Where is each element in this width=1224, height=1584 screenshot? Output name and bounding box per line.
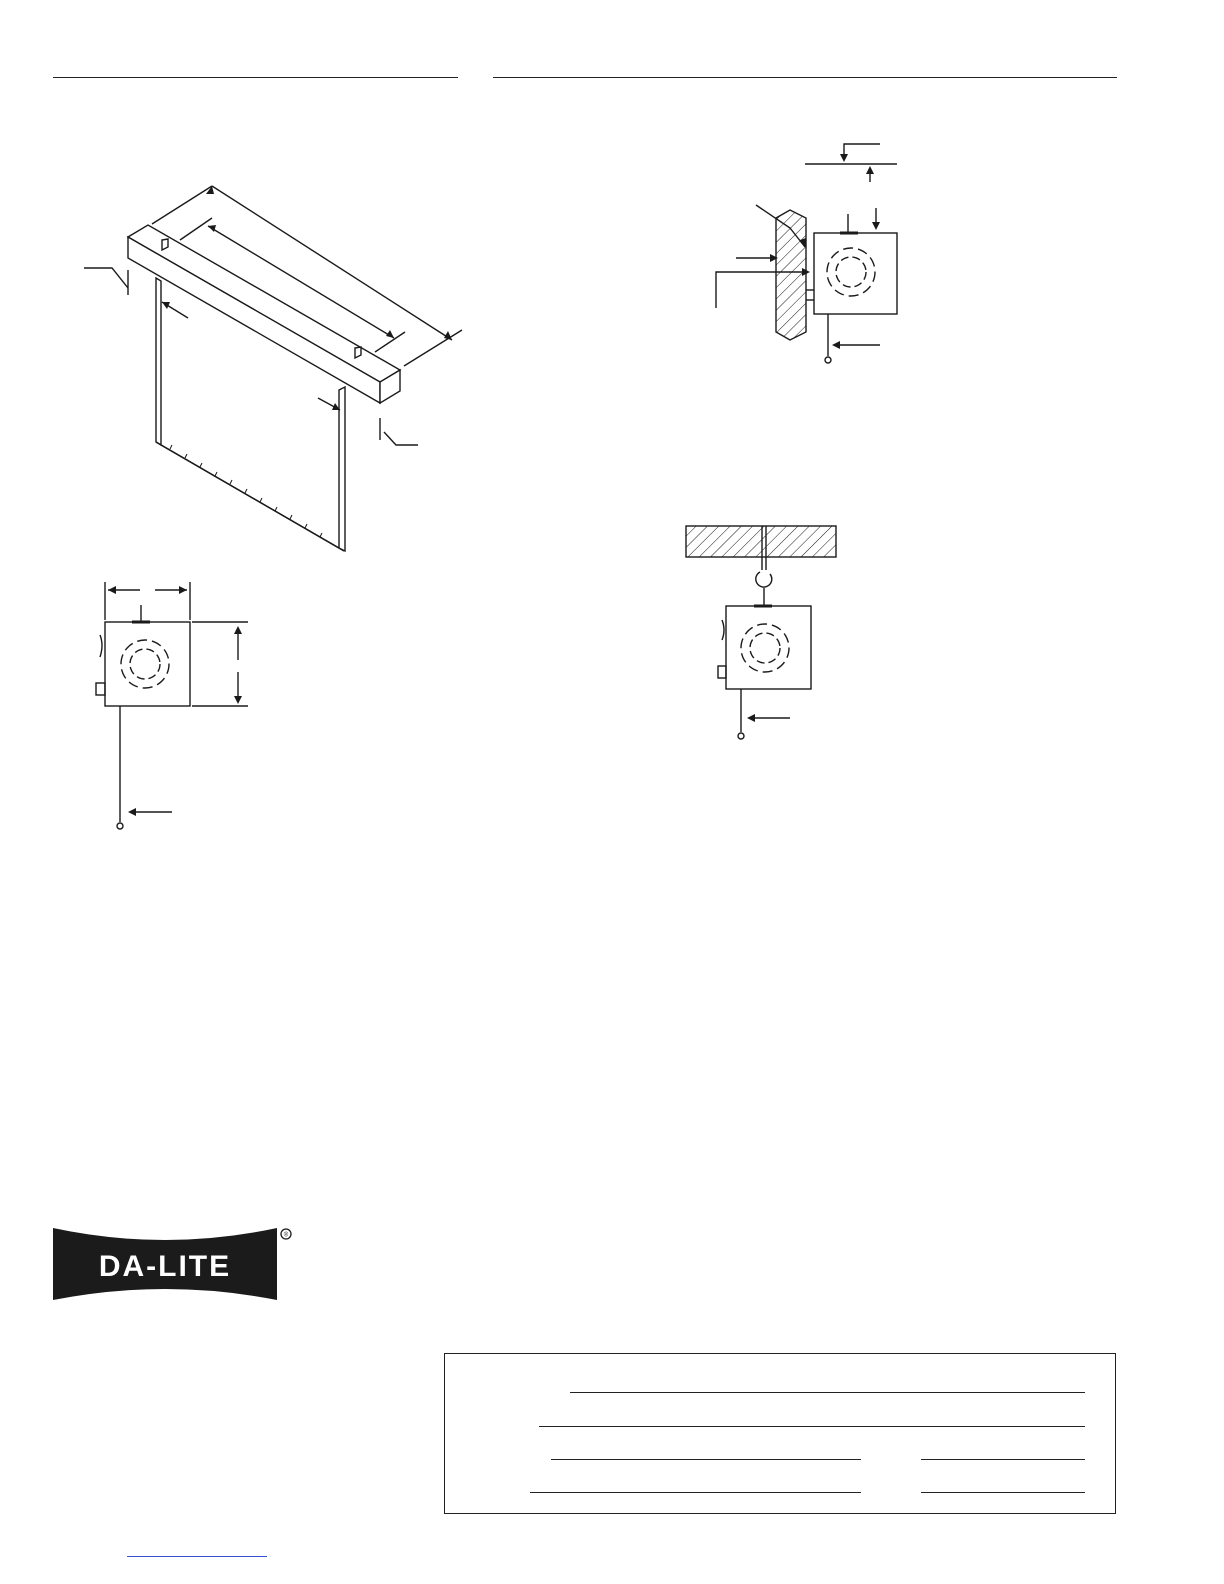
logo-trademark: ® <box>283 1232 289 1239</box>
form-line-1[interactable] <box>570 1392 1085 1393</box>
case-end-view-drawing <box>90 575 260 835</box>
screen-isometric-drawing <box>80 180 480 570</box>
wall-mount-drawing <box>700 130 920 370</box>
form-line-4b[interactable] <box>921 1492 1085 1493</box>
form-line-3b[interactable] <box>921 1459 1085 1460</box>
header-rule-right <box>493 77 1117 78</box>
ceiling-mount-drawing <box>680 520 850 750</box>
form-line-2[interactable] <box>539 1426 1085 1427</box>
da-lite-logo <box>53 1224 298 1302</box>
header-rule-left <box>53 77 458 78</box>
form-line-4a[interactable] <box>530 1492 861 1493</box>
info-form-box <box>444 1353 1116 1514</box>
logo-text: DA-LITE <box>98 1250 232 1283</box>
form-line-3a[interactable] <box>551 1459 861 1460</box>
footer-link[interactable] <box>127 1556 267 1557</box>
